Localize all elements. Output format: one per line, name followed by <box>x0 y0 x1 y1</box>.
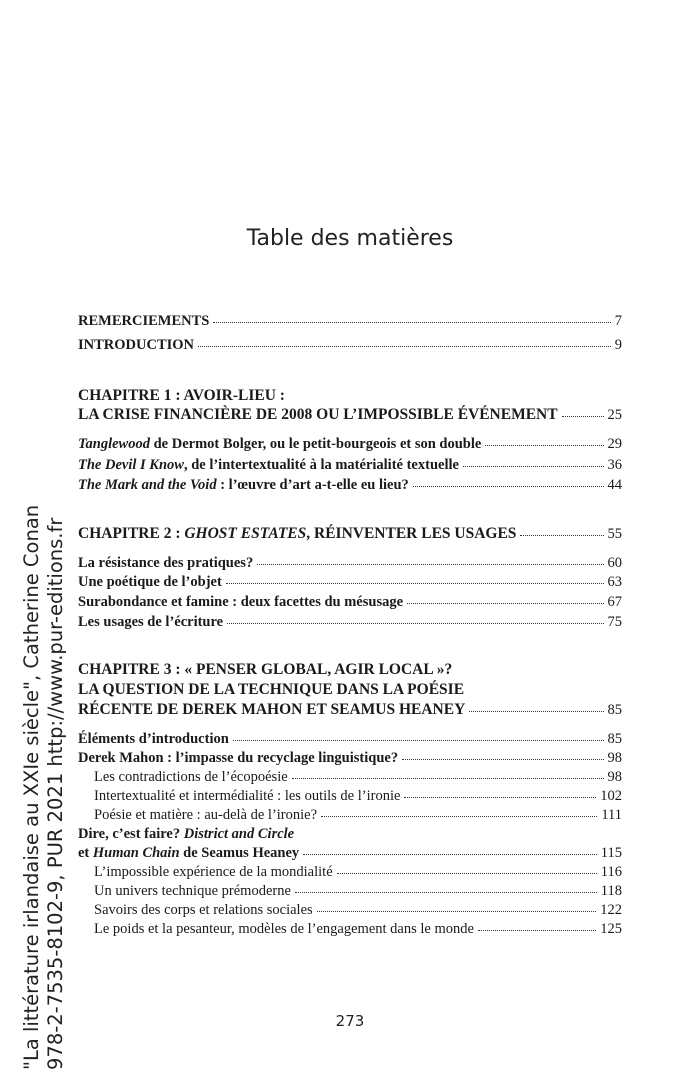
toc-entry-poesie-matiere[interactable] <box>94 805 622 825</box>
dot-leader <box>213 321 610 323</box>
toc-page-number: 125 <box>600 921 622 937</box>
chapter-3-heading-line-3: RÉCENTE DE DEREK MAHON ET SEAMUS HEANEY <box>78 701 466 718</box>
entry-text: de Dermot Bolger, ou le petit-bourgeois et son double <box>149 436 482 452</box>
page-number: 273 <box>335 1012 365 1030</box>
toc-entry-label: Les usages de l’écriture <box>78 614 224 630</box>
heaney-heading-line-1 <box>78 824 294 844</box>
dot-leader <box>317 910 597 912</box>
toc-page-number: 75 <box>607 614 622 630</box>
toc-page-number: 29 <box>607 436 622 452</box>
toc-entry-remerciements[interactable] <box>78 311 622 331</box>
toc-entry-surabondance[interactable] <box>78 592 622 612</box>
chapter-2-prefix: CHAPITRE 2 : <box>78 525 185 542</box>
toc-entry-devil-i-know[interactable] <box>78 455 622 475</box>
toc-entry-poetique-objet[interactable] <box>78 572 622 592</box>
toc-entry-label: Derek Mahon : l’impasse du recyclage linguistique? <box>78 750 399 766</box>
dot-leader <box>337 872 597 874</box>
toc-page-number: 98 <box>607 769 622 785</box>
work-title: The Devil I Know <box>78 457 184 473</box>
toc-entry-chapter-3[interactable] <box>78 700 622 720</box>
toc-entry-usages-ecriture[interactable] <box>78 612 622 632</box>
toc-entry-seamus-heaney[interactable] <box>78 843 622 863</box>
chapter-2-suffix: , RÉINVENTER LES USAGES <box>306 525 517 542</box>
dot-leader <box>233 739 604 741</box>
work-title: Tanglewood <box>78 436 150 452</box>
toc-entry-label: Intertextualité et intermédialité : les outils de l’ironie <box>94 788 401 804</box>
toc-entry-label <box>78 475 409 495</box>
dot-leader <box>413 485 604 487</box>
toc-page-number: 115 <box>600 845 622 861</box>
toc-entry-chapter-2[interactable] <box>78 524 622 544</box>
toc-entry-label: La résistance des pratiques? <box>78 555 254 571</box>
heaney-line2-prefix: et <box>78 845 93 861</box>
toc-entry-label: Éléments d’introduction <box>78 731 229 747</box>
toc-page-number: 85 <box>607 702 622 718</box>
toc-entry-label: Savoirs des corps et relations sociales <box>94 902 313 918</box>
heaney-line2-suffix: de Seamus Heaney <box>179 845 300 861</box>
work-title: The Mark and the Void <box>78 477 217 493</box>
side-watermark <box>20 504 68 1070</box>
toc-entry-intertextualite[interactable] <box>94 786 622 806</box>
dot-leader <box>478 929 596 931</box>
chapter-3-heading-line-1: CHAPITRE 3 : « PENSER GLOBAL, AGIR LOCAL »? <box>78 661 453 678</box>
entry-text: : l’œuvre d’art a-t-elle eu lieu? <box>216 477 409 493</box>
dot-leader <box>292 777 604 779</box>
toc-entry-introduction[interactable] <box>78 335 622 355</box>
dot-leader <box>404 796 596 798</box>
toc-page-number: 67 <box>607 594 622 610</box>
chapter-2-italic-title: GHOST ESTATES <box>184 525 307 542</box>
toc-page-number: 111 <box>601 807 622 823</box>
dot-leader <box>257 563 603 565</box>
toc-entry-label: REMERCIEMENTS <box>78 313 210 329</box>
dot-leader <box>407 602 603 604</box>
toc-entry-elements-introduction[interactable] <box>78 729 622 749</box>
work-title: District and Circle <box>183 826 295 842</box>
side-watermark-line-2: 978-2-7535-8102-9, PUR 2021 http://www.pur-editions.fr <box>44 517 67 1070</box>
dot-leader <box>227 622 603 624</box>
toc-entry-label <box>78 455 459 475</box>
entry-text: , de l’intertextualité à la matérialité textuelle <box>183 457 459 473</box>
dot-leader <box>198 345 611 347</box>
toc-page-number: 98 <box>607 750 622 766</box>
toc-page-number: 118 <box>600 883 622 899</box>
dot-leader <box>295 891 597 893</box>
toc-entry-resistance[interactable] <box>78 553 622 573</box>
chapter-1-heading-line-1: CHAPITRE 1 : AVOIR-LIEU : <box>78 387 285 404</box>
toc-entry-mark-and-void[interactable] <box>78 475 622 495</box>
chapter-3-heading-line-2: LA QUESTION DE LA TECHNIQUE DANS LA POÉSIE <box>78 681 465 698</box>
toc-entry-chapter-1[interactable] <box>78 405 622 425</box>
toc-page-number: 44 <box>607 477 622 493</box>
toc-page-number: 36 <box>607 457 622 473</box>
toc-entry-label: L’impossible expérience de la mondialité <box>94 864 333 880</box>
toc-page-number: 85 <box>607 731 622 747</box>
toc-entry-label: Le poids et la pesanteur, modèles de l’engagement dans le monde <box>94 921 474 937</box>
chapter-1-heading-line-2: LA CRISE FINANCIÈRE DE 2008 OU L’IMPOSSIBLE ÉVÉNEMENT <box>78 406 558 423</box>
toc-entry-label <box>78 434 481 454</box>
heaney-prefix: Dire, c’est faire? <box>78 826 184 842</box>
toc-page-number: 122 <box>600 902 622 918</box>
toc-entry-label: Un univers technique prémoderne <box>94 883 291 899</box>
side-watermark-line-1: "La littérature irlandaise au XXIe siècle", Catherine Conan <box>20 504 43 1070</box>
dot-leader <box>226 582 604 584</box>
dot-leader <box>562 415 604 417</box>
dot-leader <box>469 710 603 712</box>
toc-page-number: 116 <box>600 864 622 880</box>
toc-page-number: 102 <box>600 788 622 804</box>
page-title: Table des matières <box>246 226 454 251</box>
dot-leader <box>463 465 604 467</box>
toc-page-number: 25 <box>607 407 622 423</box>
toc-entry-label <box>78 843 299 863</box>
dot-leader <box>303 853 597 855</box>
toc-entry-label: Une poétique de l’objet <box>78 574 222 590</box>
toc-entry-derek-mahon[interactable] <box>78 748 622 768</box>
toc-entry-univers-technique[interactable] <box>94 881 622 901</box>
toc-entry-poids-pesanteur[interactable] <box>94 919 622 939</box>
toc-page-number: 55 <box>607 526 622 542</box>
toc-entry-savoirs-corps[interactable] <box>94 900 622 920</box>
dot-leader <box>321 815 597 817</box>
toc-page-number: 60 <box>607 555 622 571</box>
toc-entry-label: Surabondance et famine : deux facettes du mésusage <box>78 594 404 610</box>
toc-entry-mondialite[interactable] <box>94 862 622 882</box>
toc-entry-tanglewood[interactable] <box>78 434 622 454</box>
toc-page-number: 63 <box>607 574 622 590</box>
work-title: Human Chain <box>92 845 180 861</box>
toc-entry-label: INTRODUCTION <box>78 337 195 353</box>
toc-page-number: 7 <box>614 313 622 329</box>
toc-entry-label: Poésie et matière : au-delà de l’ironie? <box>94 807 318 823</box>
toc-entry-label: Les contradictions de l’écopoésie <box>94 769 288 785</box>
dot-leader <box>402 758 603 760</box>
toc-entry-contradictions[interactable] <box>94 767 622 787</box>
dot-leader <box>520 534 603 536</box>
dot-leader <box>485 444 603 446</box>
chapter-2-heading <box>78 524 516 544</box>
toc-page-number: 9 <box>614 337 622 353</box>
